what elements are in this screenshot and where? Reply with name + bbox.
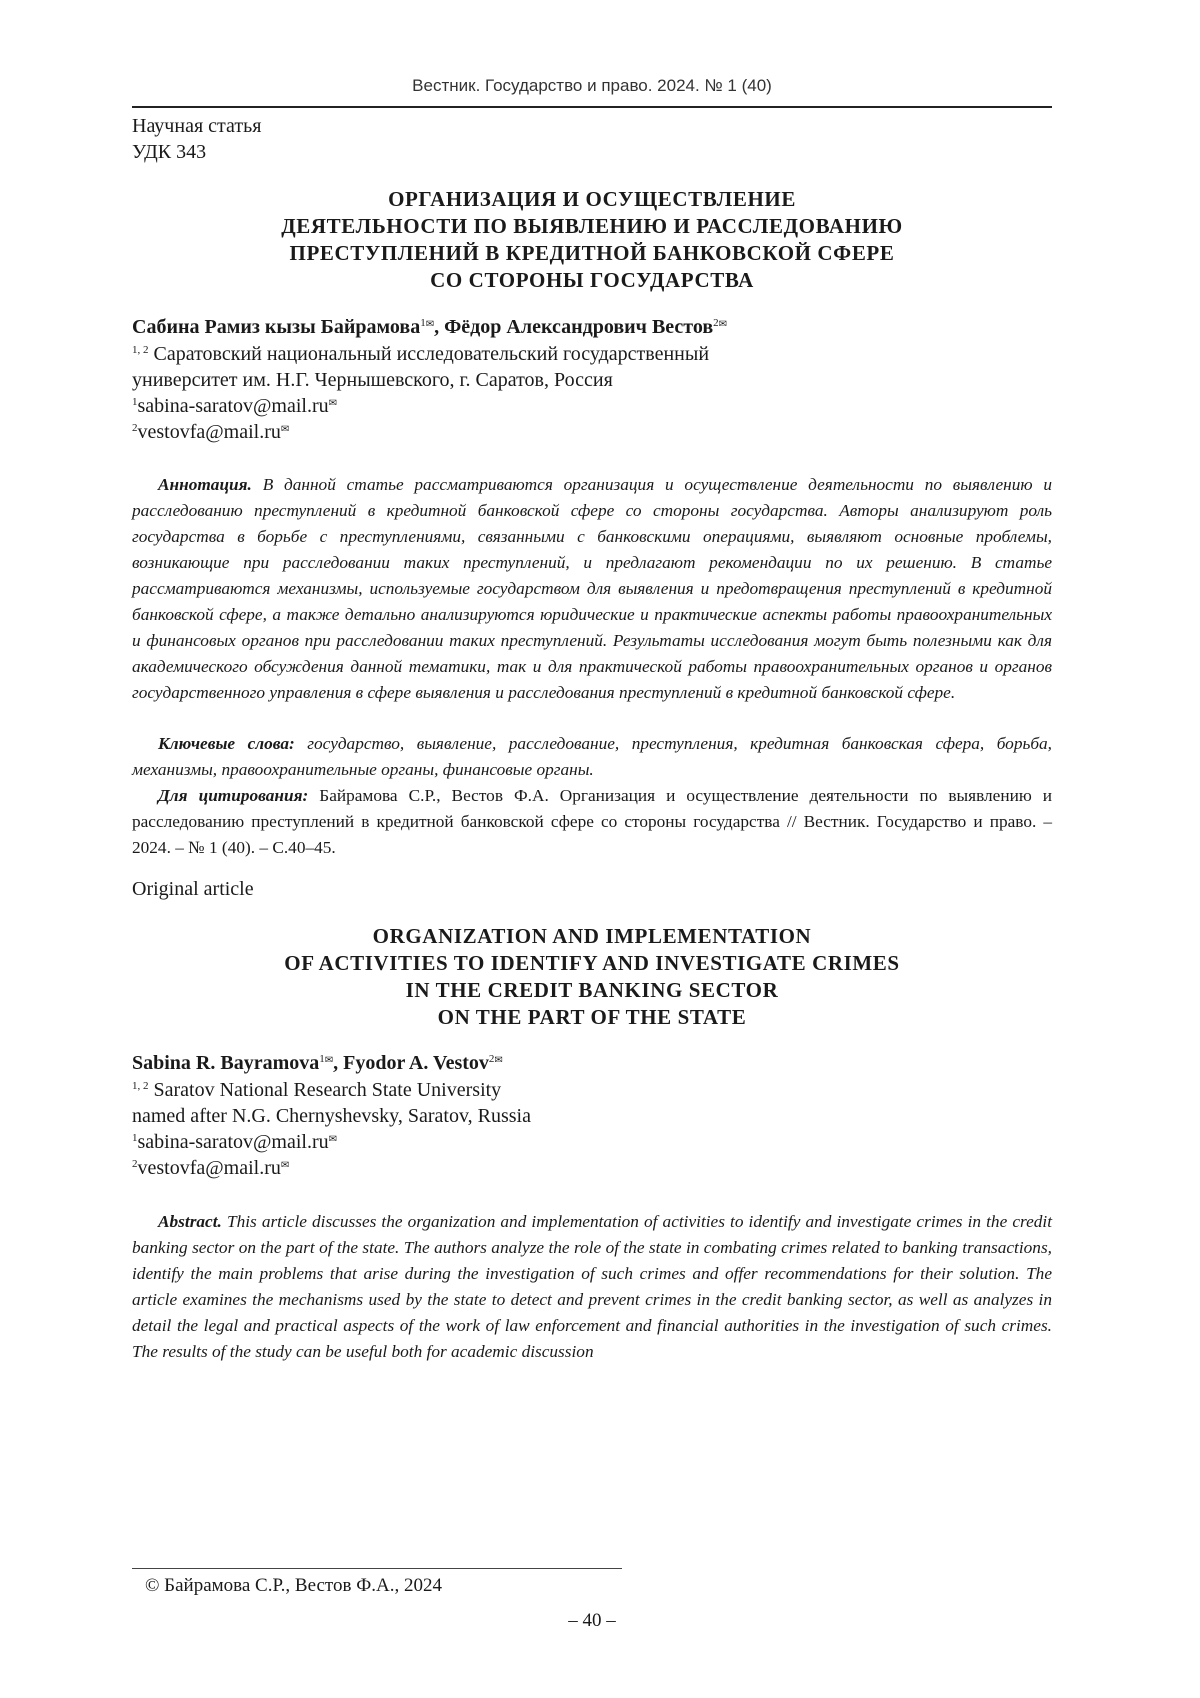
page-number: – 40 – (568, 1610, 616, 1631)
citation-ru (132, 783, 1052, 861)
mail-icon: ✉ (280, 1160, 290, 1171)
title-ru-line: СО СТОРОНЫ ГОСУДАРСТВА (430, 268, 754, 292)
email-ru-1 (132, 393, 337, 419)
title-en-line: OF ACTIVITIES TO IDENTIFY AND INVESTIGATE CRIMES (284, 951, 900, 975)
email-sup: 2 (132, 422, 138, 434)
title-ru-line: ДЕЯТЕЛЬНОСТИ ПО ВЫЯВЛЕНИЮ И РАССЛЕДОВАНИЮ (281, 214, 903, 238)
title-en-line: ON THE PART OF THE STATE (437, 1005, 747, 1029)
email-en-2 (132, 1155, 289, 1181)
mail-icon: ✉ (324, 1055, 334, 1066)
email-link[interactable]: sabina-saratov@mail.ru (137, 395, 329, 417)
email-en-1 (132, 1129, 337, 1155)
author-sup: 2 (488, 1053, 495, 1065)
running-header: Вестник. Государство и право. 2024. № 1 (40) (412, 76, 772, 95)
email-sup: 1 (132, 1132, 138, 1144)
citation-label: Для цитирования: (158, 786, 309, 805)
article-type-en: Original article (132, 878, 254, 900)
author-sup: 1 (420, 317, 426, 329)
title-ru-line: ПРЕСТУПЛЕНИЙ В КРЕДИТНОЙ БАНКОВСКОЙ СФЕРЕ (289, 241, 895, 265)
mail-icon: ✉ (494, 1055, 503, 1066)
copyright-note: © Байрамова С.Р., Вестов Ф.А., 2024 (145, 1575, 442, 1596)
mail-icon: ✉ (718, 319, 728, 330)
affiliation-ru-line2: университет им. Н.Г. Чернышевского, г. Саратов, Россия (132, 369, 613, 391)
author-name: Fyodor A. Vestov (343, 1052, 489, 1074)
article-type-ru: Научная статья (132, 115, 262, 137)
mail-icon: ✉ (328, 398, 338, 409)
affiliation-sup: 1, 2 (132, 1080, 149, 1092)
email-ru-2 (132, 419, 289, 445)
author-name: Сабина Рамиз кызы Байрамова (132, 316, 421, 338)
author-name: Sabina R. Bayramova (132, 1052, 320, 1074)
citation-text: Байрамова С.Р., Вестов Ф.А. Организация и осуществление деятельности по выявлению и расследованию преступлений в кредитной банковской сфере со стороны государства // Вестник. Государство и право. – 2024. – № 1 (40). – С.40–45. (132, 786, 1052, 857)
author-name: Фёдор Александрович Вестов (444, 316, 714, 338)
author-separator: , (434, 316, 445, 338)
title-ru (132, 186, 1052, 294)
affiliation-sup: 1, 2 (132, 344, 149, 356)
affiliation-ru-line1 (132, 341, 709, 367)
abstract-label: Аннотация. (158, 475, 252, 494)
mail-icon: ✉ (280, 424, 290, 435)
email-link[interactable]: vestovfa@mail.ru (137, 421, 281, 443)
affiliation-en-line1 (132, 1077, 501, 1103)
title-en-line: ORGANIZATION AND IMPLEMENTATION (372, 924, 812, 948)
affiliation-text: Saratov National Research State University (153, 1079, 502, 1101)
title-en-line: IN THE CREDIT BANKING SECTOR (405, 978, 779, 1002)
abstract-text: В данной статье рассматриваются организация и осуществление деятельности по выявлению и расследованию преступлений в кредитной банковской сфере со стороны государства. Авторы анализируют роль государства в борьбе с преступлениями, связанными с банковскими операциями, выявляют основные проблемы, возникающие при расследовании таких преступлений, и предлагают рекомендации по их решению. В статье рассматриваются механизмы, используемые государством для выявления и предотвращения преступлений в кредитной банковской сфере, а также детально анализируются юридические и практические аспекты работы правоохранительных и финансовых органов при расследовании таких преступлений. Результаты исследования могут быть полезными как для академического обсуждения данной тематики, так и для практической работы правоохранительных органов и органов государственного управления в сфере выявления и расследования преступлений в кредитной банковской сфере. (132, 475, 1052, 702)
keywords-ru (132, 731, 1052, 783)
author-sup: 2 (713, 317, 719, 329)
affiliation-en-line2: named after N.G. Chernyshevsky, Saratov, Russia (132, 1105, 531, 1127)
abstract-ru (132, 472, 1052, 706)
header-rule (132, 106, 1052, 108)
email-link[interactable]: vestovfa@mail.ru (137, 1157, 281, 1179)
email-sup: 1 (132, 396, 138, 408)
title-en (132, 923, 1052, 1031)
mail-icon: ✉ (425, 319, 435, 330)
email-link[interactable]: sabina-saratov@mail.ru (137, 1131, 329, 1153)
title-ru-line: ОРГАНИЗАЦИЯ И ОСУЩЕСТВЛЕНИЕ (388, 187, 796, 211)
abstract-text: This article discusses the organization and implementation of activities to identify and investigate crimes in the credit banking sector on the part of the state. The authors analyze the role of the state in combating crimes related to banking transactions, identify the main problems that arise during the investigation of such crimes and offer recommendations for their solution. The article examines the mechanisms used by the state to detect and prevent crimes in the credit banking sector, as well as analyzes in detail the legal and practical aspects of the work of law enforcement and financial authorities in the investigation of such crimes. The results of the study can be useful both for academic discussion (132, 1212, 1052, 1361)
keywords-label: Ключевые слова: (158, 734, 295, 753)
mail-icon: ✉ (328, 1134, 338, 1145)
keywords-text: государство, выявление, расследование, преступления, кредитная банковская сфера, борьба, механизмы, правоохранительные органы, финансовые органы. (132, 734, 1052, 779)
footnote-rule (132, 1568, 622, 1569)
affiliation-text: Саратовский национальный исследовательский государственный (153, 343, 710, 365)
abstract-en (132, 1209, 1052, 1365)
abstract-label: Abstract. (158, 1212, 222, 1231)
email-sup: 2 (132, 1158, 138, 1170)
author-sup: 1 (319, 1053, 325, 1065)
authors-ru (132, 314, 727, 340)
author-separator: , (333, 1052, 344, 1074)
authors-en (132, 1050, 503, 1076)
udc-code: УДК 343 (132, 141, 207, 163)
